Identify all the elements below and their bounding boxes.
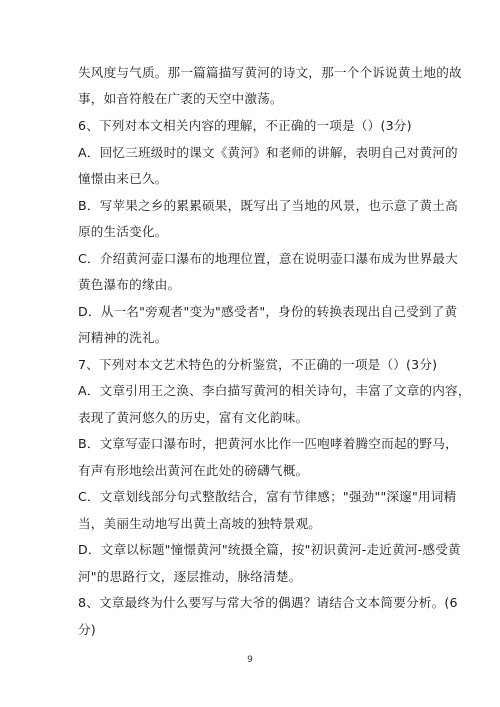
q7-option-b-line-2: 有声有形地绘出黄河在此处的磅礴气概。 [78,463,309,478]
q6-option-d-line-2: 河精神的洗礼。 [78,330,168,345]
text-line-2: 事，如音符般在广袤的天空中激荡。 [78,91,283,106]
q6-option-a-line-2: 憧憬由来已久。 [78,171,168,186]
question-8-stem-line-2: 分) [78,622,96,637]
q6-option-d-line-1: D．从一名"旁观者"变为"感受者"，身份的转换表现出自己受到了黄 [78,304,458,319]
q7-option-a-line-2: 表现了黄河悠久的历史，富有文化韵味。 [78,410,309,425]
q6-option-c-line-1: C．介绍黄河壶口瀑布的地理位置，意在说明壶口瀑布成为世界最大 [78,251,459,266]
q7-option-d-line-2: 河"的思路行文，逐层推动，脉络清楚。 [78,569,302,584]
q7-option-c-line-1: C．文章划线部分句式整散结合，富有节律感；"强劲""深邃"用词精 [78,489,457,504]
q7-option-a-line-1: A．文章引用王之涣、李白描写黄河的相关诗句，丰富了文章的内容， [78,383,471,398]
question-6-stem: 6、下列对本文相关内容的理解，不正确的一项是（）(3分) [78,118,412,133]
q7-option-b-line-1: B．文章写壶口瀑布时，把黄河水比作一匹咆哮着腾空而起的野马， [78,436,458,451]
q6-option-b-line-2: 原的生活变化。 [78,224,168,239]
q6-option-b-line-1: B．写苹果之乡的累累硕果，既写出了当地的风景，也示意了黄土高 [78,198,458,213]
question-7-stem: 7、下列对本文艺术特色的分析鉴赏，不正确的一项是（）(3分) [78,357,438,372]
q7-option-c-line-2: 当，美丽生动地写出黄土高坡的独特景观。 [78,516,322,531]
page-number: 9 [247,655,253,665]
q6-option-a-line-1: A．回忆三班级时的课文《黄河》和老师的讲解，表明自己对黄河的 [78,145,458,160]
text-line-1: 失风度与气质。那一篇篇描写黄河的诗文，那一个个诉说黄土地的故 [78,65,462,80]
question-8-stem-line-1: 8、文章最终为什么要写与常大爷的偶遇？请结合文本简要分析。(6 [78,595,458,610]
q7-option-d-line-1: D．文章以标题"憧憬黄河"统摄全篇，按"初识黄河-走近黄河-感受黄 [78,542,461,557]
q6-option-c-line-2: 黄色瀑布的缘由。 [78,277,181,292]
